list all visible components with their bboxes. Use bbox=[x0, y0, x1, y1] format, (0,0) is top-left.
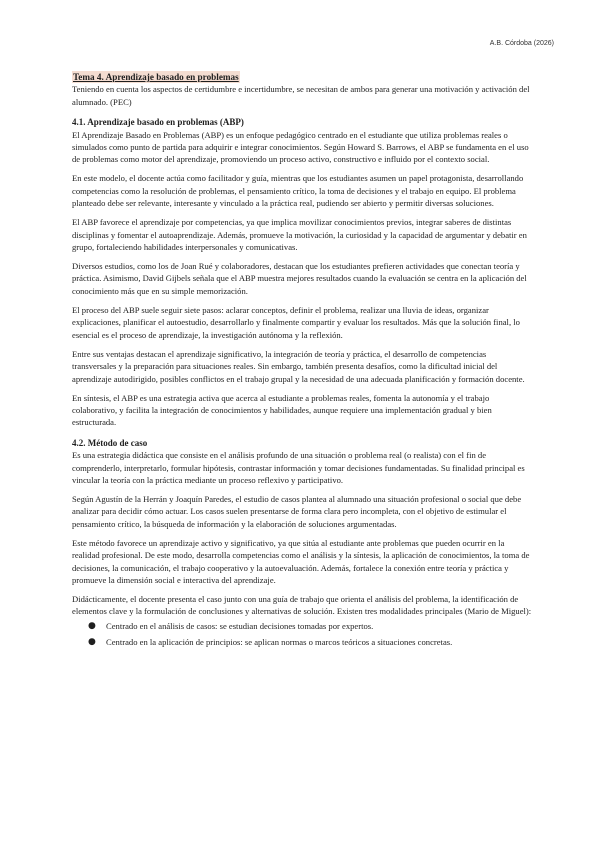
case-paragraph: Según Agustín de la Herrán y Joaquín Paredes, el estudio de casos plantea al alumnado una situación profesional o social que debe analizar para decidir cómo actuar. Los casos suelen presentarse de forma clara pero incompleta, con el objetivo de estimular el pensamiento crítico, la búsqueda de información y la elaboración de soluciones argumentadas. bbox=[72, 493, 522, 529]
intro-paragraph: Teniendo en cuenta los aspectos de certidumbre e incertidumbre, se necesitan de ambos para generar una motivación y activación del alumnado. (PEC) bbox=[72, 84, 530, 107]
document-content bbox=[72, 70, 532, 653]
abp-paragraph: Entre sus ventajas destacan el aprendizaje significativo, la integración de teoría y práctica, el desarrollo de competencias transversales y la preparación para situaciones reales. Sin embargo, también presenta desafíos, como la dificultad inicial del aprendizaje autodirigido, posibles conflictos en el trabajo grupal y la necesidad de una adecuada planificación y formación docente. bbox=[72, 348, 525, 384]
modalities-list bbox=[72, 620, 532, 649]
section-heading-abp: 4.1. Aprendizaje basado en problemas (ABP) bbox=[72, 117, 244, 128]
case-paragraph: Este método favorece un aprendizaje activo y significativo, ya que sitúa al estudiante ante problemas que pueden ocurrir en la realidad profesional. De este modo, desarrolla competencias como el análisis y la síntesis, la aplicación de conocimientos, la toma de decisiones, la comunicación, el trabajo cooperativo y la autoevaluación. Además, fortalece la conexión entre teoría y práctica y promueve la dimensión social e interactiva del aprendizaje. bbox=[72, 537, 530, 585]
author-header: A.B. Córdoba (2026) bbox=[489, 40, 554, 47]
list-item bbox=[72, 636, 532, 648]
abp-paragraph: El ABP favorece el aprendizaje por competencias, ya que implica movilizar conocimientos previos, integrar saberes de distintas disciplinas y fomentar el autoaprendizaje. Además, promueve la motivación, la curiosidad y la capacidad de argumentar y debatir en grupo, fortaleciendo habilidades interpersonales y comunicativas. bbox=[72, 217, 527, 253]
abp-paragraph: En síntesis, el ABP es una estrategia activa que acerca al estudiante a problemas reales, fomenta la autonomía y el trabajo colaborativo, y facilita la integración de conocimientos y habilidades, aunque requiere una implementación gradual y bien estructurada. bbox=[72, 392, 492, 428]
case-paragraph: Es una estrategia didáctica que consiste en el análisis profundo de una situación o problema real (o realista) con el fin de comprenderlo, interpretarlo, formular hipótesis, contrastar información y tomar decisiones fundamentadas. Su finalidad principal es vincular la teoría con la práctica mediante un proceso reflexivo y participativo. bbox=[72, 450, 525, 485]
document-title: Tema 4. Aprendizaje basado en problemas bbox=[73, 72, 239, 82]
list-item bbox=[72, 620, 532, 632]
section-heading-case-method: 4.2. Método de caso bbox=[72, 437, 148, 448]
bullet-icon: ● bbox=[88, 620, 96, 631]
abp-paragraph: El Aprendizaje Basado en Problemas (ABP) es un enfoque pedagógico centrado en el estudiante que utiliza problemas reales o simulados como punto de partida para adquirir e integrar conocimientos. Según Howard S. Barrows, el ABP se fundamenta en el uso de problemas como motor del aprendizaje, promoviendo un proceso activo, constructivo e influido por el contexto social. bbox=[72, 129, 529, 165]
abp-paragraph: En este modelo, el docente actúa como facilitador y guía, mientras que los estudiantes asumen un papel protagonista, desarrollando competencias como la resolución de problemas, el pensamiento crítico, la toma de decisiones y el trabajo en equipo. El problema planteado debe ser relevante, interesante y vinculado a la práctica real, pudiendo ser abierto y permitir diversas soluciones. bbox=[72, 173, 524, 209]
list-item-text: Centrado en el análisis de casos: se estudian decisiones tomadas por expertos. bbox=[106, 620, 374, 631]
list-item-text: Centrado en la aplicación de principios: se aplican normas o marcos teóricos a situaciones concretas. bbox=[106, 637, 453, 648]
case-paragraph: Didácticamente, el docente presenta el caso junto con una guía de trabajo que orienta el análisis del problema, la identificación de elementos clave y la formulación de conclusiones y alternativas de solución. Existen tres modalidades principales (Mario de Miguel): bbox=[72, 593, 532, 617]
abp-paragraph: Diversos estudios, como los de Joan Rué y colaboradores, destacan que los estudiantes prefieren actividades que conectan teoría y práctica. Asimismo, David Gijbels señala que el ABP muestra mejores resultados cuando la evaluación se centra en la aplicación del conocimiento más que en su simple memorización. bbox=[72, 261, 527, 296]
abp-paragraph: El proceso del ABP suele seguir siete pasos: aclarar conceptos, definir el problema, realizar una lluvia de ideas, organizar explicaciones, planificar el autoestudio, desarrollarlo y finalmente compartir y evaluar los resultados. Más que la solución final, lo esencial es el proceso de aprendizaje, la investigación autónoma y la reflexión. bbox=[72, 304, 520, 340]
bullet-icon: ● bbox=[88, 637, 96, 648]
